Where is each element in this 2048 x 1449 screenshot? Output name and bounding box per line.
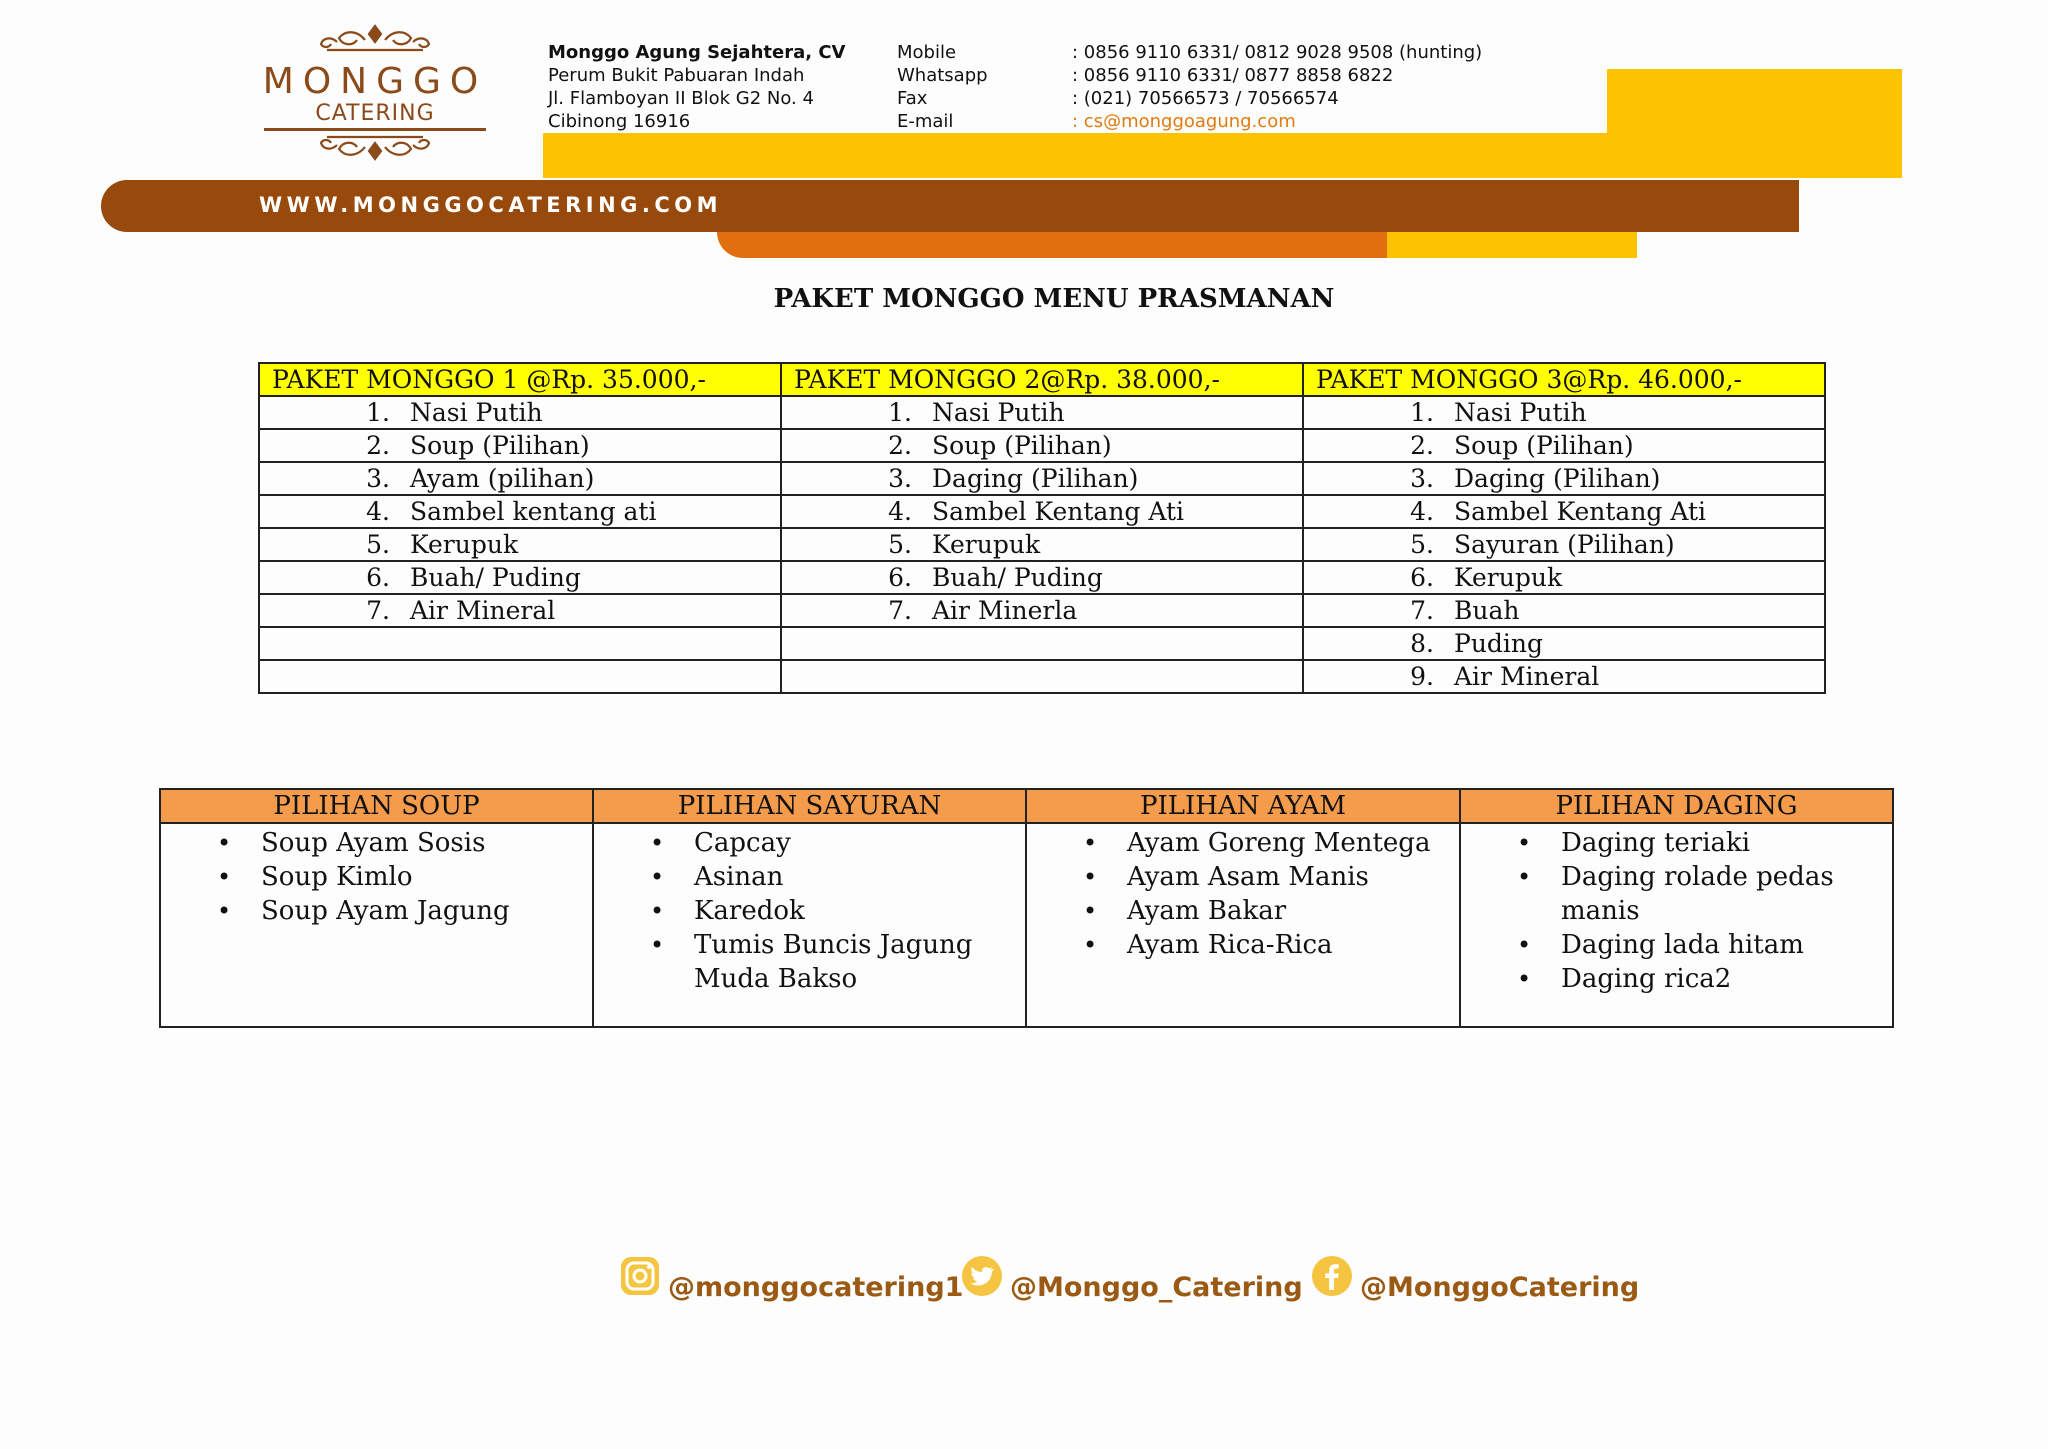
paket-row (259, 495, 1825, 528)
paket-cell (259, 495, 781, 528)
menu-item: Air Mineral (1454, 662, 1600, 691)
menu-item: Daging (Pilihan) (1454, 464, 1661, 493)
pilihan-header-sayuran: PILIHAN SAYURAN (593, 789, 1026, 823)
item-number: 9. (1410, 662, 1434, 691)
item-number: 1. (366, 398, 390, 427)
pilihan-item: • Soup Ayam Sosis (161, 826, 592, 860)
pilihan-header-soup: PILIHAN SOUP (160, 789, 593, 823)
paket-cell (781, 495, 1303, 528)
pilihan-item: • Ayam Goreng Mentega (1027, 826, 1459, 860)
header-yellow-band (543, 133, 1608, 178)
pilihan-ayam-list (1027, 826, 1459, 962)
mobile-value: : 0856 9110 6331/ 0812 9028 9508 (hunting) (1072, 42, 1483, 63)
item-number: 2. (888, 431, 912, 460)
pilihan-item: • Daging rica2 (1461, 962, 1892, 996)
paket-cell (259, 528, 781, 561)
item-number: 5. (1410, 530, 1434, 559)
menu-item: Buah (1454, 596, 1520, 625)
page-title: PAKET MONGGO MENU PRASMANAN (773, 284, 1335, 314)
pilihan-table (159, 788, 1894, 1028)
menu-item: Daging (Pilihan) (932, 464, 1139, 493)
item-number: 7. (1410, 596, 1434, 625)
paket-cell (1303, 528, 1825, 561)
paket-cell (259, 660, 781, 693)
paket-cell (781, 429, 1303, 462)
pilihan-item: • Asinan (594, 860, 1025, 894)
paket-cell (1303, 495, 1825, 528)
paket-cell (781, 528, 1303, 561)
paket-header-1: PAKET MONGGO 1 @Rp. 35.000,- (259, 363, 781, 396)
item-number: 3. (888, 464, 912, 493)
menu-item: Puding (1454, 629, 1544, 658)
pilihan-item: • Soup Kimlo (161, 860, 592, 894)
menu-item: Kerupuk (1454, 563, 1563, 592)
pilihan-ayam-cell (1026, 823, 1460, 1027)
menu-item: Soup (Pilihan) (932, 431, 1112, 460)
pilihan-item: • Daging rolade pedas manis (1461, 860, 1892, 928)
whatsapp-label: Whatsapp (897, 65, 988, 86)
pilihan-item: • Capcay (594, 826, 1025, 860)
menu-item: Kerupuk (932, 530, 1041, 559)
pilihan-item: • Ayam Bakar (1027, 894, 1459, 928)
contact-values (1072, 41, 1482, 133)
instagram-handle[interactable]: @monggocatering1 (668, 1272, 964, 1303)
paket-row (259, 396, 1825, 429)
header-orange-band (717, 232, 1387, 258)
ornament-bottom-icon (315, 131, 435, 165)
pilihan-item: • Daging teriaki (1461, 826, 1892, 860)
twitter-icon (960, 1254, 1004, 1298)
pilihan-sayuran-cell (593, 823, 1026, 1027)
paket-header-row (259, 363, 1825, 396)
paket-cell (259, 462, 781, 495)
instagram-icon (618, 1254, 662, 1298)
menu-item: Nasi Putih (1454, 398, 1587, 427)
email-link[interactable]: cs@monggoagung.com (1083, 111, 1296, 132)
paket-row (259, 594, 1825, 627)
paket-cell (259, 627, 781, 660)
item-number: 2. (366, 431, 390, 460)
twitter-handle[interactable]: @Monggo_Catering (1010, 1272, 1303, 1303)
website-url[interactable]: WWW.MONGGOCATERING.COM (259, 193, 723, 217)
company-address-line: Perum Bukit Pabuaran Indah (548, 65, 805, 86)
item-number: 4. (888, 497, 912, 526)
company-name: Monggo Agung Sejahtera, CV (548, 42, 846, 63)
item-number: 2. (1410, 431, 1434, 460)
menu-item: Air Mineral (410, 596, 556, 625)
company-address-line: Cibinong 16916 (548, 111, 691, 132)
paket-row (259, 429, 1825, 462)
menu-item: Ayam (pilihan) (410, 464, 595, 493)
menu-item: Soup (Pilihan) (1454, 431, 1634, 460)
logo-brand: MONGGO (262, 61, 488, 102)
pilihan-item: • Ayam Asam Manis (1027, 860, 1459, 894)
pilihan-daging-list (1461, 826, 1892, 996)
paket-header-3: PAKET MONGGO 3@Rp. 46.000,- (1303, 363, 1825, 396)
paket-cell (781, 660, 1303, 693)
menu-item: Air Minerla (932, 596, 1078, 625)
pilihan-sayuran-list (594, 826, 1025, 996)
company-address-line: Jl. Flamboyan II Blok G2 No. 4 (548, 88, 814, 109)
paket-row (259, 462, 1825, 495)
item-number: 5. (888, 530, 912, 559)
pilihan-daging-cell (1460, 823, 1893, 1027)
facebook-handle[interactable]: @MonggoCatering (1360, 1272, 1640, 1303)
item-number: 7. (366, 596, 390, 625)
pilihan-items-row (160, 823, 1893, 1027)
menu-item: Kerupuk (410, 530, 519, 559)
paket-cell (1303, 627, 1825, 660)
email-label: E-mail (897, 111, 954, 132)
menu-item: Nasi Putih (410, 398, 543, 427)
item-number: 8. (1410, 629, 1434, 658)
mobile-label: Mobile (897, 42, 957, 63)
pilihan-soup-cell (160, 823, 593, 1027)
paket-cell (1303, 660, 1825, 693)
paket-table (258, 362, 1826, 694)
paket-cell (1303, 594, 1825, 627)
item-number: 3. (1410, 464, 1434, 493)
company-address-block (548, 41, 845, 133)
fax-label: Fax (897, 88, 928, 109)
pilihan-soup-list (161, 826, 592, 928)
item-number: 7. (888, 596, 912, 625)
item-number: 6. (1410, 563, 1434, 592)
item-number: 6. (366, 563, 390, 592)
header-yellow-block (1607, 69, 1902, 178)
paket-cell (781, 561, 1303, 594)
logo-subtitle: CATERING (315, 101, 435, 126)
item-number: 1. (888, 398, 912, 427)
menu-item: Soup (Pilihan) (410, 431, 590, 460)
pilihan-header-row (160, 789, 1893, 823)
pilihan-item: • Karedok (594, 894, 1025, 928)
menu-item: Buah/ Puding (932, 563, 1103, 592)
item-number: 5. (366, 530, 390, 559)
paket-row (259, 627, 1825, 660)
whatsapp-value: : 0856 9110 6331/ 0877 8858 6822 (1072, 65, 1394, 86)
facebook-icon (1310, 1254, 1354, 1298)
contact-labels (897, 41, 988, 133)
paket-cell (259, 396, 781, 429)
paket-cell (1303, 396, 1825, 429)
paket-row (259, 528, 1825, 561)
menu-item: Sambel Kentang Ati (1454, 497, 1707, 526)
item-number: 6. (888, 563, 912, 592)
paket-cell (781, 462, 1303, 495)
pilihan-item: • Tumis Buncis Jagung Muda Bakso (594, 928, 1025, 996)
header-yellow-tab (1387, 232, 1637, 258)
pilihan-item: • Daging lada hitam (1461, 928, 1892, 962)
ornament-top-icon (315, 22, 435, 56)
menu-item: Sambel Kentang Ati (932, 497, 1185, 526)
pilihan-item: • Soup Ayam Jagung (161, 894, 592, 928)
paket-cell (1303, 561, 1825, 594)
pilihan-header-ayam: PILIHAN AYAM (1026, 789, 1460, 823)
item-number: 4. (1410, 497, 1434, 526)
item-number: 1. (1410, 398, 1434, 427)
pilihan-header-daging: PILIHAN DAGING (1460, 789, 1893, 823)
menu-item: Buah/ Puding (410, 563, 581, 592)
company-logo (262, 22, 488, 172)
paket-cell (259, 429, 781, 462)
paket-cell (781, 627, 1303, 660)
paket-cell (1303, 462, 1825, 495)
menu-item: Sambel kentang ati (410, 497, 657, 526)
header-brown-band (101, 180, 1799, 232)
email-row (1072, 110, 1482, 133)
paket-cell (781, 594, 1303, 627)
paket-header-2: PAKET MONGGO 2@Rp. 38.000,- (781, 363, 1303, 396)
paket-cell (1303, 429, 1825, 462)
paket-cell (259, 594, 781, 627)
fax-value: : (021) 70566573 / 70566574 (1072, 88, 1339, 109)
email-prefix: : (1072, 111, 1084, 132)
item-number: 3. (366, 464, 390, 493)
paket-row (259, 561, 1825, 594)
paket-cell (781, 396, 1303, 429)
menu-item: Nasi Putih (932, 398, 1065, 427)
pilihan-item: • Ayam Rica-Rica (1027, 928, 1459, 962)
menu-item: Sayuran (Pilihan) (1454, 530, 1675, 559)
paket-row (259, 660, 1825, 693)
paket-cell (259, 561, 781, 594)
item-number: 4. (366, 497, 390, 526)
